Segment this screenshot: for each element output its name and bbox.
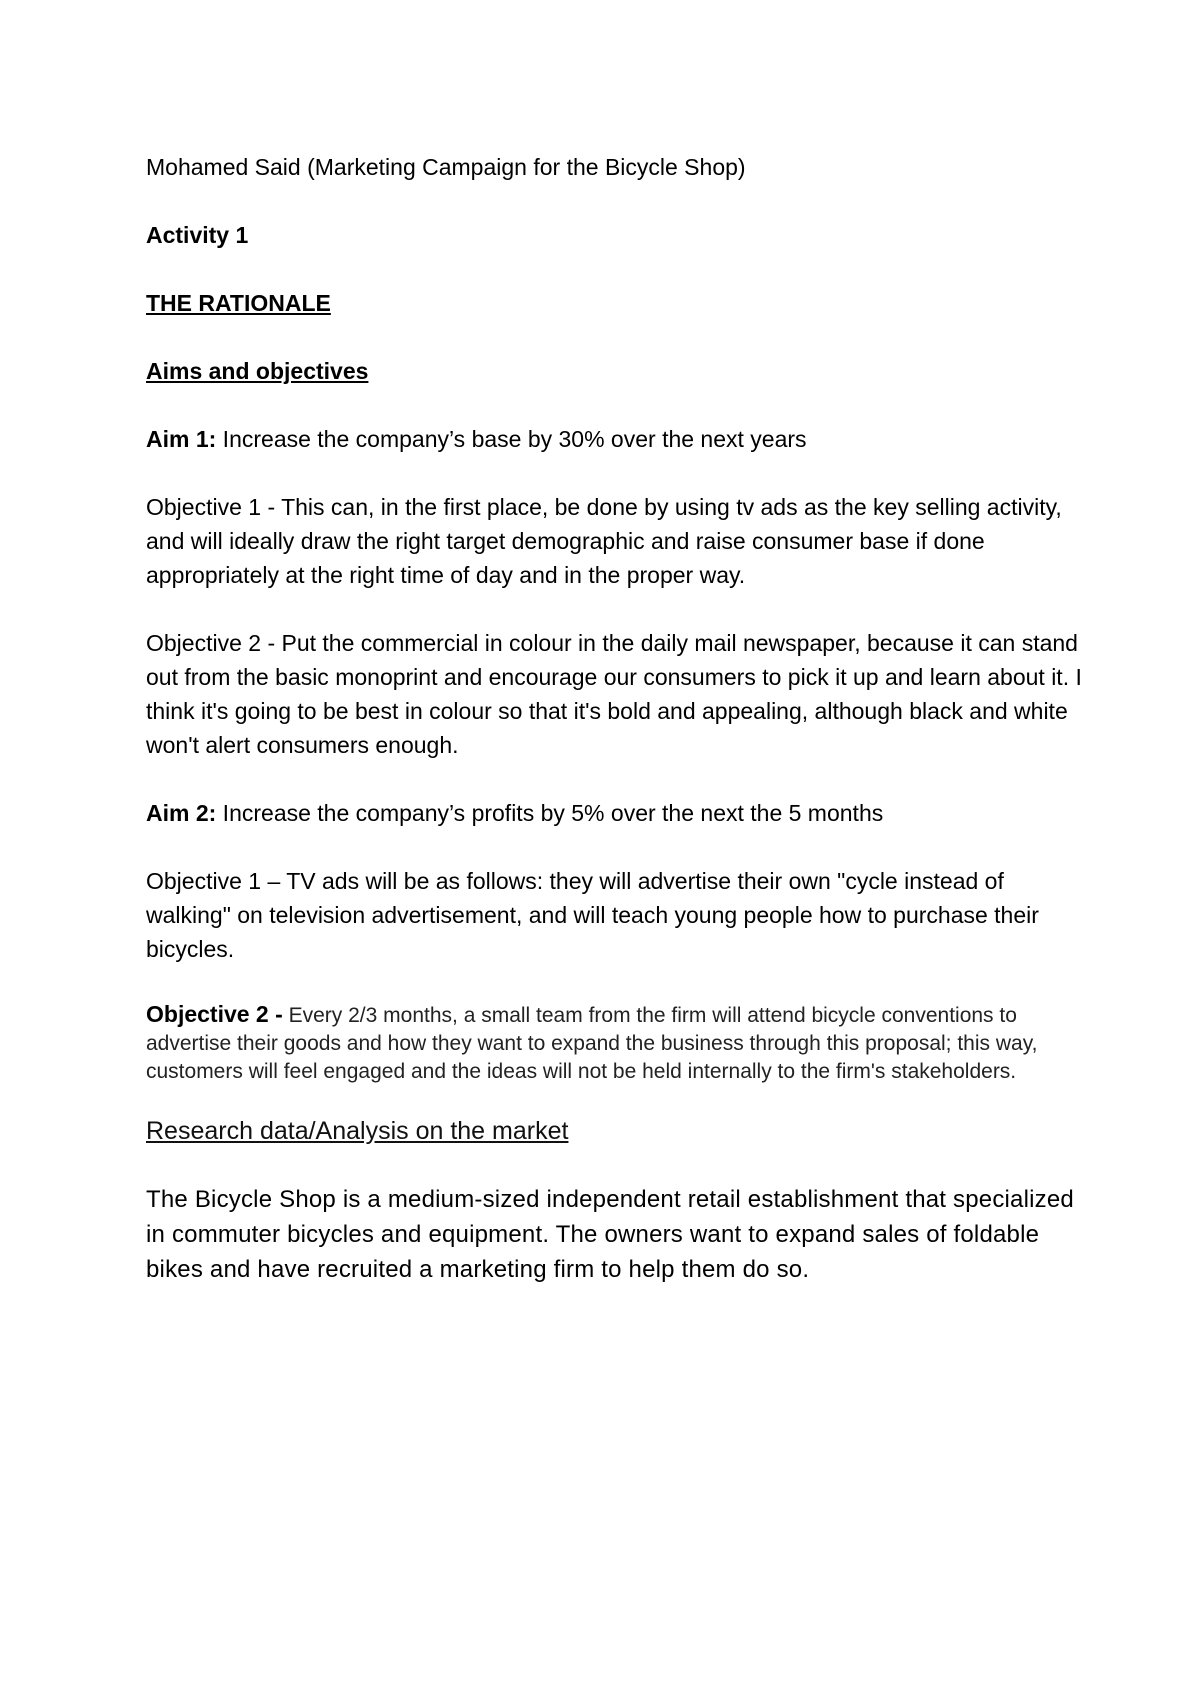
- document-title: Mohamed Said (Marketing Campaign for the Bicycle Shop): [146, 154, 746, 180]
- aim-1: [146, 422, 1086, 456]
- aim-1-label: Aim 1:: [146, 426, 217, 452]
- aim-1-objective-1: Objective 1 - This can, in the first place, be done by using tv ads as the key selling activity, and will ideally draw the right target demographic and raise consumer base if done appropriately at the right time of day and in the proper way.: [146, 494, 1062, 588]
- aim-1-text: Increase the company’s base by 30% over the next years: [216, 426, 807, 452]
- aims-objectives-heading: Aims and objectives: [146, 358, 369, 384]
- aim-2-objective-2-label: Objective 2 -: [146, 1001, 283, 1027]
- aim-1-objective-2: Objective 2 - Put the commercial in colour in the daily mail newspaper, because it can stand out from the basic monoprint and encourage our consumers to pick it up and learn about it. I think it's going to be best in colour so that it's bold and appealing, although black and white won't alert consumers enough.: [146, 630, 1082, 758]
- activity-heading: Activity 1: [146, 222, 249, 248]
- aim-2-objective-1: Objective 1 – TV ads will be as follows: they will advertise their own "cycle instead of walking" on television advertisement, and will teach young people how to purchase their bicycles.: [146, 868, 1039, 962]
- aim-2-label: Aim 2:: [146, 800, 217, 826]
- aim-2: [146, 796, 1086, 830]
- research-paragraph: The Bicycle Shop is a medium-sized independent retail establishment that specialized in commuter bicycles and equipment. The owners want to expand sales of foldable bikes and have recruited a marketing firm to help them do so.: [146, 1186, 1074, 1283]
- research-heading: Research data/Analysis on the market: [146, 1117, 569, 1145]
- aim-2-text: Increase the company’s profits by 5% over the next the 5 months: [216, 800, 884, 826]
- document-body: [146, 150, 1086, 1287]
- aim-2-objective-2-text: Every 2/3 months, a small team from the firm will attend bicycle conventions to advertise their goods and how they want to expand the business through this proposal; this way, customers will feel engaged and the ideas will not be held internally to the firm's stakeholders.: [146, 1004, 1038, 1083]
- aim-2-objective-2: [146, 1000, 1086, 1086]
- rationale-heading: THE RATIONALE: [146, 290, 331, 316]
